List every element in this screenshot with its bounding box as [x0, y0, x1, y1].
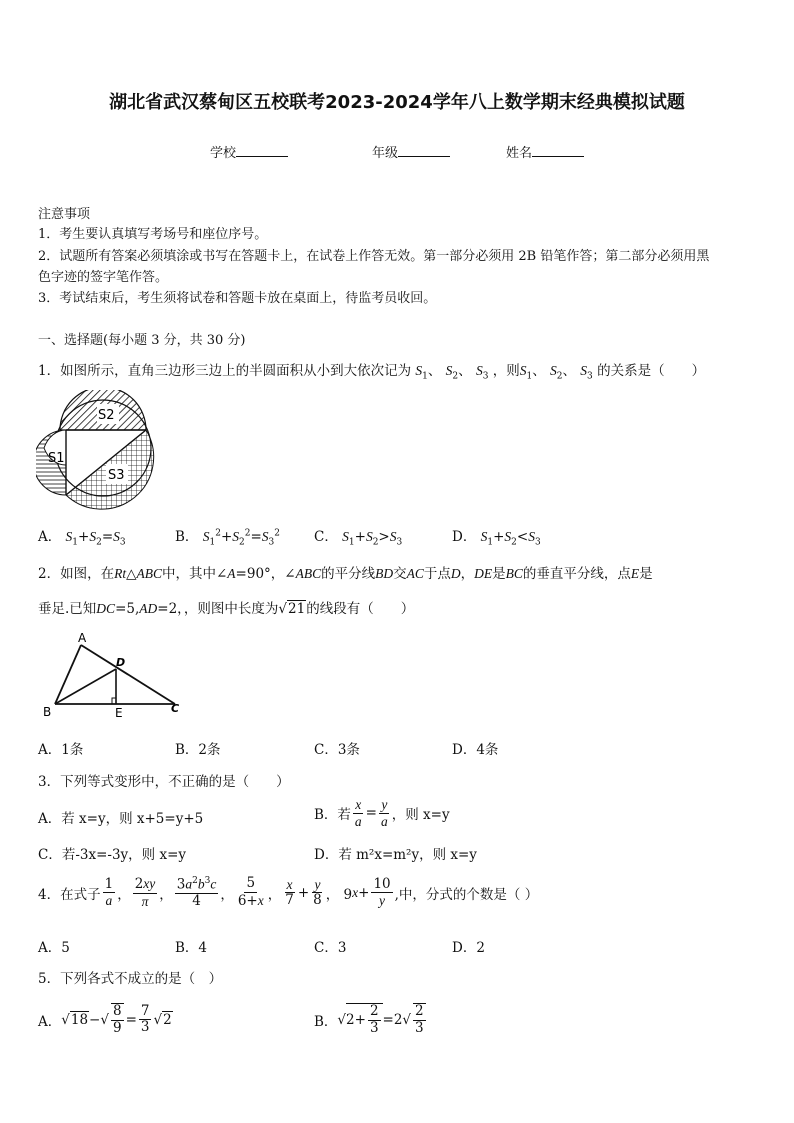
q1-option-a[interactable]: A． $S_1+S_2=S_3$ — [38, 529, 126, 548]
q4-option-d[interactable]: D．2 — [452, 940, 485, 956]
q4-option-c[interactable]: C．3 — [314, 940, 347, 956]
q1-option-c[interactable]: C． $S_1+S_2>S_3$ — [314, 529, 403, 548]
note-item: 色字迹的签字笔作答。 — [38, 270, 169, 285]
q3-option-c[interactable]: C．若-3x=-3y，则 x=y — [38, 847, 187, 863]
question-5-stem: 5．下列各式不成立的是（ ） — [38, 971, 223, 987]
grade-blank[interactable] — [398, 144, 450, 157]
q1-option-d[interactable]: D． $S_1+S_2<S_3$ — [452, 529, 541, 548]
q3-option-b[interactable]: B．若 $\frac{x}{a}$ = $\frac{y}{a}$ ，则 x=y — [314, 797, 450, 829]
q4-option-b[interactable]: B．4 — [175, 940, 208, 956]
vertex-label-d: D — [116, 656, 126, 669]
notes-heading: 注意事项 — [38, 207, 91, 222]
q2-option-d[interactable]: D．4条 — [452, 742, 499, 758]
school-blank[interactable] — [236, 144, 288, 157]
name-field — [506, 142, 584, 161]
figure-label-s3: S3 — [108, 468, 125, 483]
q1-option-b[interactable]: B． $S_1^2+S_2^2=S_3^2$ — [175, 528, 280, 548]
note-item: 1．考生要认真填写考场号和座位序号。 — [38, 227, 268, 242]
school-field — [210, 142, 288, 161]
vertex-label-b: B — [43, 705, 52, 719]
question-3-stem: 3．下列等式变形中，不正确的是（ ） — [38, 774, 290, 790]
q3-option-a[interactable]: A．若 x=y，则 x+5=y+5 — [38, 811, 204, 827]
question-1-stem: 1．如图所示，直角三边形三边上的半圆面积从小到大依次记为 $S_1$、 $S_2$、 $S_3$ ，则$S_1$、 $S_2$、 $S_3$ 的关系是（ ） — [38, 363, 706, 382]
section-heading: 一、选择题(每小题 3 分，共 30 分) — [38, 333, 246, 348]
q3-option-d[interactable]: D．若 m²x=m²y，则 x=y — [314, 847, 477, 863]
note-item: 2．试题所有答案必须填涂或书写在答题卡上，在试卷上作答无效。第一部分必须用 2B 铅笔作答；第二部分必须用黑 — [38, 249, 710, 264]
question-4-stem: 4．在式子 $\frac{1}{a}$ ， $\frac{2xy}{\pi}$ ， $\frac{3a^2b^3c}{4}$ ， $\frac{5}{6+x}$ ， $\frac{x}{7}$ + $\frac{y}{8}$ ， 9 x + $\frac{10}{y}$ ,中，分式的个数是（ ） — [38, 875, 539, 910]
note-item: 3．考试结束后，考生须将试卷和答题卡放在桌面上，待监考员收回。 — [38, 291, 437, 306]
figure-label-s1: S1 — [48, 451, 65, 466]
name-blank[interactable] — [532, 144, 584, 157]
question-2-stem-line1: 2．如图，在Rt△ABC中，其中∠A=90°，∠ABC的平分线BD交AC于点D，DE是BC的垂直平分线，点E是 — [38, 566, 653, 582]
q2-option-b[interactable]: B．2条 — [175, 742, 221, 758]
q2-option-a[interactable]: A．1条 — [38, 742, 84, 758]
school-label: 学校 — [210, 146, 237, 161]
page-title: 湖北省武汉蔡甸区五校联考2023-2024学年八上数学期末经典模拟试题 — [109, 92, 685, 113]
vertex-label-c: C — [171, 702, 180, 715]
grade-label: 年级 — [372, 146, 399, 161]
q5-option-b[interactable]: B． √ 2+ $\frac{2}{3}$ =2√ $\frac{2}{3}$ — [314, 1003, 424, 1036]
name-label: 姓名 — [506, 146, 533, 161]
question-2-stem-line2: 垂足.已知DC=5,AD=2，，则图中长度为√21的线段有（ ） — [38, 601, 415, 617]
vertex-label-e: E — [115, 706, 123, 720]
figure-label-s2: S2 — [98, 408, 115, 423]
semicircle-figure — [36, 390, 158, 512]
triangle-figure — [38, 628, 188, 723]
q2-option-c[interactable]: C．3条 — [314, 742, 360, 758]
vertex-label-a: A — [78, 631, 87, 645]
q4-option-a[interactable]: A．5 — [38, 940, 70, 956]
q5-option-a[interactable]: A． √ 18 −√ $\frac{8}{9}$ = $\frac{7}{3}$ √ 2 — [38, 1002, 172, 1036]
grade-field — [372, 142, 450, 161]
